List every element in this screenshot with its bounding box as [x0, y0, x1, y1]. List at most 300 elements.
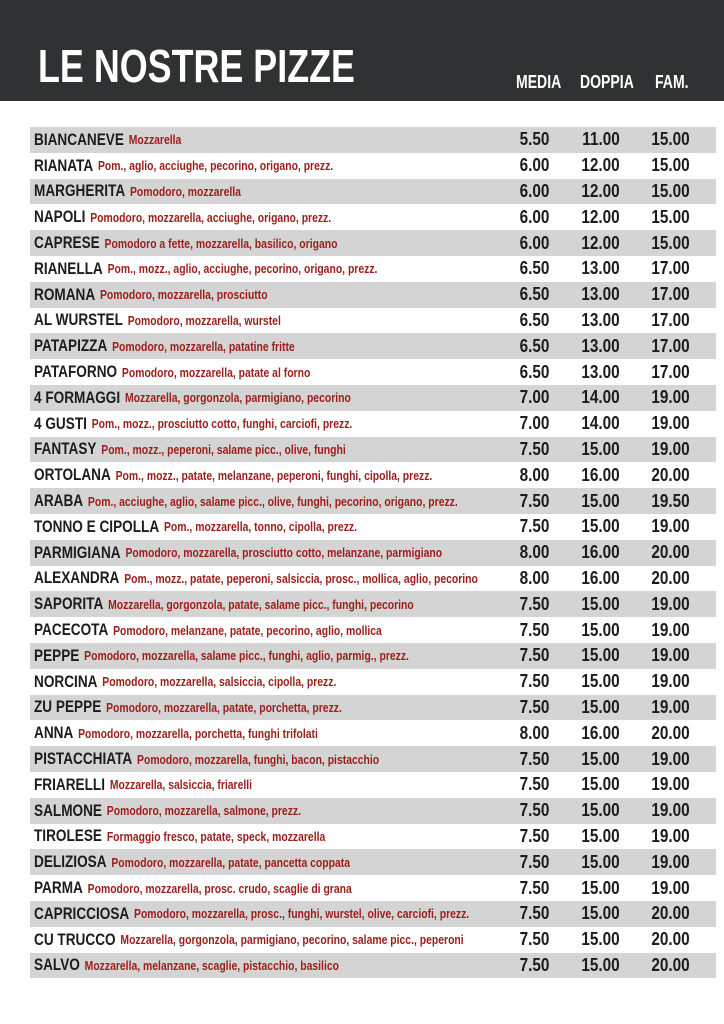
price-media-value: 6.50 [520, 335, 550, 356]
pizza-name: ALEXANDRA [34, 568, 120, 588]
pizza-ingredients: Pomodoro, mozzarella, funghi, bacon, pistacchio [137, 751, 380, 767]
price-doppia-value: 15.00 [581, 929, 621, 950]
pizza-description [34, 282, 268, 308]
price-fam [641, 566, 701, 592]
price-doppia [571, 746, 631, 772]
pizza-ingredients: Pom., mozzarella, tonno, cipolla, prezz. [163, 519, 357, 535]
price-media [505, 617, 565, 643]
pizza-row [30, 488, 716, 514]
price-media [505, 720, 565, 746]
price-media-value: 6.50 [520, 361, 550, 382]
pizza-row [30, 153, 716, 179]
price-doppia-value: 11.00 [582, 129, 620, 150]
pizza-description [34, 437, 346, 463]
price-fam [641, 385, 701, 411]
pizza-ingredients: Pom., mozz., peperoni, salame picc., olive, funghi [101, 441, 346, 457]
pizza-description [34, 462, 432, 488]
price-media-value: 6.00 [520, 155, 550, 176]
price-doppia [571, 643, 631, 669]
pizza-ingredients: Pomodoro, mozzarella [129, 183, 241, 199]
price-media [505, 282, 565, 308]
pizza-name: TONNO E CIPOLLA [34, 516, 160, 536]
pizza-name: RIANELLA [34, 258, 103, 278]
pizza-description [34, 669, 336, 695]
pizza-name: ANNA [34, 723, 74, 743]
price-fam-value: 17.00 [651, 309, 691, 330]
price-fam-value: 20.00 [651, 567, 691, 588]
price-media-value: 7.50 [520, 593, 550, 614]
price-doppia [571, 695, 631, 721]
price-doppia-value: 16.00 [581, 464, 621, 485]
pizza-row [30, 953, 716, 979]
pizza-ingredients: Pom., acciughe, aglio, salame picc., olive, funghi, pecorino, origano, prezz. [87, 493, 458, 509]
price-doppia [571, 230, 631, 256]
price-doppia-value: 15.00 [581, 645, 621, 666]
pizza-description [34, 617, 382, 643]
pizza-name: FRIARELLI [34, 774, 106, 794]
price-doppia-value: 15.00 [581, 696, 621, 717]
price-media [505, 230, 565, 256]
pizza-name: PEPPE [34, 645, 80, 665]
pizza-row [30, 437, 716, 463]
pizza-ingredients: Pomodoro, mozzarella, salmone, prezz. [106, 803, 301, 819]
pizza-row [30, 540, 716, 566]
price-media-value: 8.00 [520, 722, 550, 743]
pizza-name: CAPRESE [34, 233, 100, 253]
price-media-value: 6.00 [520, 206, 550, 227]
price-doppia-value: 15.00 [581, 619, 621, 640]
pizza-ingredients: Pom., mozz., patate, peperoni, salsiccia, prosc., mollica, aglio, pecorino [124, 570, 478, 586]
price-doppia [571, 720, 631, 746]
pizza-description [34, 643, 409, 669]
price-doppia [571, 385, 631, 411]
pizza-name: PATAFORNO [34, 362, 118, 382]
price-media [505, 927, 565, 953]
pizza-name: 4 FORMAGGI [34, 387, 121, 407]
price-doppia-value: 15.00 [581, 903, 621, 924]
price-media [505, 437, 565, 463]
pizza-description [34, 127, 181, 153]
price-media [505, 385, 565, 411]
price-doppia-value: 13.00 [581, 258, 621, 279]
pizza-ingredients: Pomodoro, mozzarella, patate al forno [121, 364, 311, 380]
pizza-row [30, 359, 716, 385]
price-fam [641, 695, 701, 721]
pizza-ingredients: Pomodoro, mozzarella, prosciutto [100, 287, 268, 303]
price-fam [641, 720, 701, 746]
price-doppia [571, 333, 631, 359]
price-doppia-value: 12.00 [581, 206, 621, 227]
pizza-row [30, 282, 716, 308]
price-media-value: 7.00 [520, 413, 550, 434]
pizza-ingredients: Pomodoro, mozzarella, prosciutto cotto, melanzane, parmigiano [125, 545, 443, 561]
price-doppia-value: 16.00 [581, 542, 621, 563]
pizza-row [30, 462, 716, 488]
price-doppia [571, 411, 631, 437]
price-fam [641, 230, 701, 256]
pizza-row [30, 798, 716, 824]
pizza-name: PARMA [34, 878, 83, 897]
price-doppia [571, 514, 631, 540]
pizza-row [30, 308, 716, 334]
pizza-name: CAPRICCIOSA [34, 903, 130, 923]
pizza-description [34, 411, 352, 437]
pizza-name: SAPORITA [34, 594, 104, 614]
price-doppia-value: 13.00 [581, 335, 621, 356]
pizza-name: FANTASY [34, 439, 97, 459]
pizza-row [30, 901, 716, 927]
price-doppia-value: 15.00 [581, 800, 621, 821]
pizza-description [34, 204, 331, 230]
price-doppia [571, 901, 631, 927]
pizza-description [34, 488, 458, 514]
price-doppia-value: 12.00 [581, 180, 621, 201]
price-fam [641, 849, 701, 875]
price-fam [641, 282, 701, 308]
pizza-ingredients: Mozzarella, gorgonzola, parmigiano, pecorino, salame picc., peperoni [120, 932, 464, 948]
price-media-value: 8.00 [520, 542, 550, 563]
price-fam-value: 19.00 [651, 438, 691, 459]
price-doppia-value: 14.00 [581, 387, 621, 408]
pizza-row [30, 643, 716, 669]
pizza-name: ZU PEPPE [34, 697, 102, 717]
price-fam-value: 15.00 [651, 129, 691, 150]
pizza-ingredients: Pomodoro, mozzarella, salame picc., funghi, aglio, parmig., prezz. [84, 648, 409, 664]
pizza-row [30, 385, 716, 411]
price-doppia [571, 849, 631, 875]
pizza-description [34, 514, 357, 540]
pizza-name: PISTACCHIATA [34, 749, 133, 769]
pizza-name: ORTOLANA [34, 465, 111, 485]
price-doppia [571, 875, 631, 901]
price-media-value: 7.50 [520, 490, 550, 511]
price-media [505, 643, 565, 669]
price-doppia-value: 15.00 [581, 825, 621, 846]
price-media [505, 591, 565, 617]
price-media-value: 6.50 [520, 284, 550, 305]
price-fam [641, 669, 701, 695]
pizza-name: ROMANA [34, 284, 96, 304]
price-fam [641, 308, 701, 334]
pizza-row [30, 695, 716, 721]
price-doppia-value: 13.00 [581, 361, 621, 382]
price-doppia-value: 15.00 [581, 516, 621, 537]
pizza-row [30, 927, 716, 953]
price-fam-value: 20.00 [651, 929, 691, 950]
price-fam-value: 19.00 [651, 645, 691, 666]
price-fam [641, 901, 701, 927]
price-media-value: 8.00 [520, 464, 550, 485]
menu-header [0, 0, 724, 101]
pizza-name: BIANCANEVE [34, 129, 124, 149]
price-fam-value: 20.00 [651, 722, 691, 743]
price-doppia [571, 308, 631, 334]
price-fam-value: 15.00 [651, 155, 691, 176]
pizza-name: SALMONE [34, 800, 102, 820]
price-fam-value: 19.00 [651, 593, 691, 614]
price-doppia [571, 127, 631, 153]
price-media-value: 7.00 [520, 387, 550, 408]
price-doppia-value: 12.00 [581, 232, 621, 253]
page-title: LE NOSTRE PIZZE [38, 40, 355, 92]
price-media-value: 7.50 [520, 851, 550, 872]
price-media [505, 953, 565, 979]
price-doppia [571, 204, 631, 230]
price-media-value: 6.50 [520, 309, 550, 330]
pizza-description [34, 359, 310, 385]
price-fam-value: 20.00 [651, 542, 691, 563]
pizza-name: NORCINA [34, 671, 98, 691]
price-doppia-value: 13.00 [581, 309, 621, 330]
price-doppia-value: 15.00 [581, 490, 621, 511]
pizza-description [34, 927, 464, 953]
pizza-name: DELIZIOSA [34, 852, 107, 872]
price-media [505, 824, 565, 850]
price-fam [641, 204, 701, 230]
pizza-ingredients: Pom., mozz., patate, melanzane, peperoni, funghi, cipolla, prezz. [115, 467, 433, 483]
price-fam-value: 20.00 [651, 954, 691, 975]
pizza-row [30, 824, 716, 850]
pizza-name: ARABA [34, 491, 84, 511]
pizza-name: PATAPIZZA [34, 336, 108, 356]
price-fam-value: 19.00 [651, 619, 691, 640]
price-media-value: 7.50 [520, 825, 550, 846]
price-doppia-value: 14.00 [581, 413, 621, 434]
price-media [505, 566, 565, 592]
price-fam [641, 953, 701, 979]
price-media-value: 7.50 [520, 929, 550, 950]
price-media-value: 7.50 [520, 748, 550, 769]
price-doppia [571, 798, 631, 824]
price-media [505, 127, 565, 153]
pizza-row [30, 204, 716, 230]
price-fam-value: 19.00 [651, 387, 691, 408]
pizza-ingredients: Pomodoro, mozzarella, wurstel [127, 312, 281, 328]
price-media-value: 6.50 [520, 258, 550, 279]
price-doppia-value: 16.00 [581, 567, 621, 588]
pizza-ingredients: Pomodoro, mozzarella, patatine fritte [112, 338, 295, 354]
price-doppia [571, 772, 631, 798]
price-media [505, 746, 565, 772]
price-doppia [571, 179, 631, 205]
price-fam [641, 798, 701, 824]
price-fam [641, 514, 701, 540]
pizza-description [34, 772, 252, 798]
price-media [505, 514, 565, 540]
price-fam-value: 19.00 [651, 413, 691, 434]
pizza-row [30, 772, 716, 798]
pizza-description [34, 720, 318, 746]
column-header-media: MEDIA [516, 72, 562, 92]
price-media-value: 7.50 [520, 438, 550, 459]
price-media [505, 669, 565, 695]
price-fam-value: 19.00 [651, 671, 691, 692]
price-media [505, 462, 565, 488]
price-media [505, 153, 565, 179]
price-fam-value: 19.00 [651, 774, 691, 795]
price-doppia-value: 15.00 [581, 593, 621, 614]
price-fam-value: 19.00 [651, 516, 691, 537]
price-fam [641, 540, 701, 566]
pizza-description [34, 566, 478, 592]
pizza-row [30, 411, 716, 437]
pizza-description [34, 153, 333, 179]
price-media [505, 359, 565, 385]
price-doppia [571, 462, 631, 488]
pizza-description [34, 385, 351, 411]
pizza-ingredients: Mozzarella, melanzane, scaglie, pistacchio, basilico [84, 957, 339, 973]
price-doppia [571, 256, 631, 282]
pizza-description [34, 308, 281, 334]
price-fam [641, 437, 701, 463]
price-media [505, 798, 565, 824]
price-media [505, 333, 565, 359]
pizza-ingredients: Pom., aglio, acciughe, pecorino, origano, prezz. [97, 158, 334, 174]
price-media [505, 772, 565, 798]
price-media-value: 7.50 [520, 903, 550, 924]
price-media [505, 179, 565, 205]
pizza-description [34, 230, 337, 256]
pizza-name: PACECOTA [34, 620, 109, 640]
price-media-value: 7.50 [520, 645, 550, 666]
price-doppia [571, 488, 631, 514]
pizza-ingredients: Formaggio fresco, patate, speck, mozzarella [106, 828, 326, 844]
price-media-value: 7.50 [520, 877, 550, 898]
price-fam-value: 15.00 [651, 206, 691, 227]
pizza-ingredients: Pom., mozz., prosciutto cotto, funghi, carciofi, prezz. [91, 416, 353, 432]
pizza-ingredients: Pomodoro, mozzarella, patate, porchetta, prezz. [106, 699, 342, 715]
price-media-value: 7.50 [520, 516, 550, 537]
pizza-description [34, 540, 442, 566]
price-doppia-value: 16.00 [581, 722, 621, 743]
pizza-ingredients: Pomodoro, mozzarella, patate, pancetta coppata [111, 854, 351, 870]
price-doppia-value: 15.00 [581, 671, 621, 692]
price-fam-value: 20.00 [651, 903, 691, 924]
price-fam [641, 488, 701, 514]
pizza-description [34, 256, 377, 282]
column-header-doppia: DOPPIA [580, 72, 634, 92]
pizza-row [30, 849, 716, 875]
pizza-row [30, 669, 716, 695]
price-doppia-value: 13.00 [581, 284, 621, 305]
price-doppia [571, 617, 631, 643]
price-doppia-value: 15.00 [581, 954, 621, 975]
price-fam [641, 591, 701, 617]
pizza-description [34, 746, 379, 772]
pizza-ingredients: Pomodoro, melanzane, patate, pecorino, aglio, mollica [113, 622, 382, 638]
price-fam-value: 19.00 [651, 877, 691, 898]
pizza-ingredients: Mozzarella, gorgonzola, patate, salame picc., funghi, pecorino [108, 596, 414, 612]
pizza-description [34, 875, 352, 901]
price-fam [641, 875, 701, 901]
pizza-row [30, 617, 716, 643]
pizza-row [30, 875, 716, 901]
price-fam [641, 256, 701, 282]
price-media-value: 5.50 [520, 129, 550, 150]
pizza-ingredients: Pomodoro, mozzarella, salsiccia, cipolla, prezz. [102, 674, 337, 690]
pizza-name: AL WURSTEL [34, 310, 123, 330]
pizza-ingredients: Pomodoro, mozzarella, porchetta, funghi trifolati [78, 725, 318, 741]
price-fam [641, 179, 701, 205]
price-media [505, 901, 565, 927]
price-doppia [571, 437, 631, 463]
price-fam [641, 411, 701, 437]
price-fam-value: 19.00 [651, 825, 691, 846]
price-doppia-value: 15.00 [581, 851, 621, 872]
price-media-value: 7.50 [520, 800, 550, 821]
price-media [505, 540, 565, 566]
pizza-description [34, 953, 339, 979]
price-fam-value: 19.00 [651, 851, 691, 872]
price-fam [641, 359, 701, 385]
pizza-row [30, 127, 716, 153]
price-doppia [571, 282, 631, 308]
pizza-description [34, 333, 295, 359]
price-doppia [571, 359, 631, 385]
pizza-description [34, 798, 301, 824]
pizza-ingredients: Pomodoro, mozzarella, acciughe, origano, prezz. [90, 209, 332, 225]
pizza-row [30, 720, 716, 746]
price-fam [641, 824, 701, 850]
pizza-row [30, 746, 716, 772]
price-media [505, 204, 565, 230]
price-fam [641, 927, 701, 953]
price-doppia [571, 591, 631, 617]
pizza-name: SALVO [34, 955, 80, 975]
price-media-value: 7.50 [520, 696, 550, 717]
price-fam-value: 17.00 [651, 335, 691, 356]
pizza-name: NAPOLI [34, 207, 86, 227]
pizza-name: PARMIGIANA [34, 542, 121, 562]
price-fam-value: 15.00 [651, 232, 691, 253]
price-media-value: 7.50 [520, 619, 550, 640]
price-fam-value: 17.00 [651, 361, 691, 382]
price-fam [641, 746, 701, 772]
price-fam-value: 15.00 [651, 180, 691, 201]
price-doppia [571, 669, 631, 695]
price-fam [641, 333, 701, 359]
price-media [505, 695, 565, 721]
pizza-ingredients: Pomodoro, mozzarella, prosc., funghi, wurstel, olive, carciofi, prezz. [134, 906, 470, 922]
price-fam-value: 19.00 [651, 748, 691, 769]
pizza-description [34, 901, 469, 927]
column-header-fam: FAM. [655, 72, 689, 92]
pizza-description [34, 591, 414, 617]
pizza-description [34, 695, 342, 721]
pizza-row [30, 566, 716, 592]
price-fam [641, 462, 701, 488]
pizza-ingredients: Mozzarella [128, 132, 182, 148]
pizza-row [30, 514, 716, 540]
pizza-name: MARGHERITA [34, 181, 126, 201]
pizza-description [34, 824, 325, 850]
price-fam-value: 17.00 [651, 284, 691, 305]
price-media [505, 411, 565, 437]
pizza-name: CU TRUCCO [34, 929, 116, 949]
price-fam [641, 772, 701, 798]
price-fam-value: 19.00 [651, 800, 691, 821]
pizza-ingredients: Mozzarella, gorgonzola, parmigiano, pecorino [124, 390, 351, 406]
pizza-description [34, 849, 350, 875]
price-media [505, 488, 565, 514]
price-doppia [571, 824, 631, 850]
price-fam [641, 153, 701, 179]
pizza-row [30, 230, 716, 256]
price-doppia-value: 15.00 [581, 877, 621, 898]
price-media [505, 875, 565, 901]
price-media-value: 7.50 [520, 954, 550, 975]
pizza-name: RIANATA [34, 155, 94, 175]
